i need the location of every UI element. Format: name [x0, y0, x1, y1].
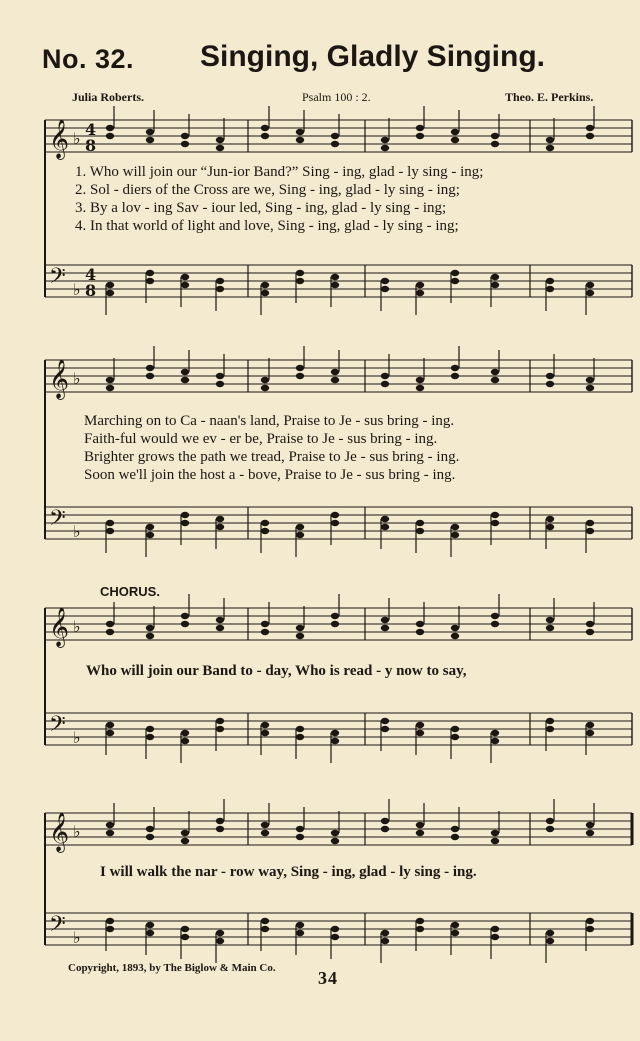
note-head	[296, 270, 304, 276]
note-head	[331, 377, 339, 383]
hymn-title: Singing, Gladly Singing.	[200, 40, 545, 73]
note-head	[586, 125, 594, 131]
note-head	[296, 930, 304, 936]
note-head	[491, 520, 499, 526]
note-head	[331, 613, 339, 619]
note-head	[106, 528, 114, 534]
note-head	[451, 270, 459, 276]
bass-clef: 𝄢	[49, 712, 66, 742]
note-head	[181, 512, 189, 518]
note-head	[491, 141, 499, 147]
note-head	[416, 528, 424, 534]
flat-sign: ♭	[73, 129, 81, 148]
note-head	[296, 625, 304, 631]
note-head	[546, 625, 554, 631]
note-head	[546, 726, 554, 732]
note-head	[261, 125, 269, 131]
note-head	[586, 722, 594, 728]
note-head	[216, 381, 224, 387]
note-head	[546, 938, 554, 944]
note-head	[146, 137, 154, 143]
note-head	[381, 826, 389, 832]
note-head	[381, 278, 389, 284]
note-head	[261, 520, 269, 526]
note-head	[491, 830, 499, 836]
note-head	[381, 930, 389, 936]
verse-line: Marching on to Ca - naan's land, Praise to Je - sus bring - ing.	[84, 413, 455, 429]
note-head	[331, 830, 339, 836]
note-head	[106, 377, 114, 383]
note-head	[261, 830, 269, 836]
note-head	[546, 381, 554, 387]
note-head	[146, 129, 154, 135]
note-head	[146, 726, 154, 732]
treble-clef: 𝄞	[49, 359, 70, 399]
note-head	[491, 621, 499, 627]
note-head	[451, 826, 459, 832]
chorus-line: I will walk the nar - row way, Sing - ing, glad - ly sing - ing.	[100, 864, 477, 880]
note-head	[451, 373, 459, 379]
note-head	[296, 826, 304, 832]
treble-clef: 𝄞	[49, 812, 70, 852]
flat-sign: ♭	[73, 369, 81, 388]
note-head	[146, 532, 154, 538]
note-head	[546, 826, 554, 832]
note-head	[261, 918, 269, 924]
note-head	[491, 926, 499, 932]
note-head	[491, 934, 499, 940]
note-head	[106, 918, 114, 924]
note-head	[451, 734, 459, 740]
note-head	[491, 838, 499, 844]
note-head	[181, 141, 189, 147]
note-head	[216, 524, 224, 530]
note-head	[216, 718, 224, 724]
note-head	[181, 520, 189, 526]
note-head	[416, 918, 424, 924]
note-head	[491, 369, 499, 375]
note-head	[106, 385, 114, 391]
note-head	[491, 730, 499, 736]
note-head	[261, 621, 269, 627]
flat-sign: ♭	[73, 617, 81, 636]
note-head	[416, 730, 424, 736]
note-head	[106, 730, 114, 736]
flat-sign: ♭	[73, 728, 81, 747]
note-head	[586, 528, 594, 534]
note-head	[491, 274, 499, 280]
note-head	[491, 282, 499, 288]
note-head	[261, 528, 269, 534]
note-head	[546, 524, 554, 530]
note-head	[181, 830, 189, 836]
note-head	[546, 930, 554, 936]
note-head	[491, 512, 499, 518]
note-head	[296, 373, 304, 379]
note-head	[296, 129, 304, 135]
note-head	[381, 373, 389, 379]
time-signature-bottom: 8	[85, 136, 97, 155]
note-head	[261, 926, 269, 932]
note-head	[181, 738, 189, 744]
composer-credit: Theo. E. Perkins.	[505, 90, 594, 104]
note-head	[261, 133, 269, 139]
note-head	[416, 520, 424, 526]
note-head	[216, 145, 224, 151]
note-head	[381, 938, 389, 944]
note-head	[216, 930, 224, 936]
verse-line: 1. Who will join our “Jun-ior Band?” Sing - ing, glad - ly sing - ing;	[75, 164, 484, 180]
verse-line: 4. In that world of light and love, Sing - ing, glad - ly sing - ing;	[75, 218, 459, 234]
verse-line: 2. Sol - diers of the Cross are we, Sing - ing, glad - ly sing - ing;	[75, 182, 460, 198]
note-head	[586, 133, 594, 139]
note-head	[381, 524, 389, 530]
note-head	[381, 726, 389, 732]
note-head	[586, 926, 594, 932]
note-head	[331, 369, 339, 375]
note-head	[146, 633, 154, 639]
time-signature-bottom: 8	[85, 281, 97, 300]
note-head	[381, 625, 389, 631]
note-head	[416, 125, 424, 131]
note-head	[146, 270, 154, 276]
note-head	[181, 369, 189, 375]
page-number: 34	[318, 968, 338, 988]
note-head	[546, 137, 554, 143]
note-head	[546, 373, 554, 379]
note-head	[546, 286, 554, 292]
note-head	[146, 365, 154, 371]
note-head	[296, 137, 304, 143]
note-head	[216, 516, 224, 522]
note-head	[416, 133, 424, 139]
note-head	[331, 934, 339, 940]
treble-clef: 𝄞	[49, 119, 70, 159]
note-head	[331, 621, 339, 627]
note-head	[416, 290, 424, 296]
note-head	[296, 365, 304, 371]
note-head	[416, 926, 424, 932]
note-head	[216, 373, 224, 379]
note-head	[261, 377, 269, 383]
note-head	[146, 930, 154, 936]
note-head	[451, 834, 459, 840]
note-head	[261, 290, 269, 296]
note-head	[586, 520, 594, 526]
note-head	[451, 922, 459, 928]
note-head	[381, 617, 389, 623]
note-head	[546, 516, 554, 522]
note-head	[586, 282, 594, 288]
note-head	[331, 274, 339, 280]
note-head	[586, 918, 594, 924]
note-head	[416, 377, 424, 383]
note-head	[546, 718, 554, 724]
note-head	[261, 282, 269, 288]
note-head	[106, 133, 114, 139]
note-head	[296, 922, 304, 928]
note-head	[181, 613, 189, 619]
note-head	[181, 133, 189, 139]
note-head	[261, 722, 269, 728]
note-head	[181, 621, 189, 627]
note-head	[216, 278, 224, 284]
note-head	[261, 385, 269, 391]
note-head	[491, 133, 499, 139]
hymn-number: No. 32.	[42, 44, 135, 74]
note-head	[216, 938, 224, 944]
note-head	[146, 278, 154, 284]
flat-sign: ♭	[73, 928, 81, 947]
note-head	[451, 633, 459, 639]
note-head	[331, 738, 339, 744]
note-head	[451, 129, 459, 135]
note-head	[586, 290, 594, 296]
note-head	[586, 377, 594, 383]
note-head	[381, 718, 389, 724]
scripture-reference: Psalm 100 : 2.	[302, 90, 371, 104]
note-head	[331, 520, 339, 526]
note-head	[586, 385, 594, 391]
lyricist-credit: Julia Roberts.	[72, 90, 144, 104]
bass-clef: 𝄢	[49, 912, 66, 942]
note-head	[586, 830, 594, 836]
note-head	[381, 516, 389, 522]
note-head	[181, 838, 189, 844]
note-head	[451, 930, 459, 936]
note-head	[586, 730, 594, 736]
note-head	[216, 137, 224, 143]
note-head	[106, 629, 114, 635]
note-head	[146, 922, 154, 928]
time-signature-top: 4	[85, 265, 97, 284]
note-head	[181, 274, 189, 280]
treble-clef: 𝄞	[49, 607, 70, 647]
note-head	[181, 934, 189, 940]
note-head	[451, 625, 459, 631]
note-head	[296, 532, 304, 538]
note-head	[216, 617, 224, 623]
note-head	[416, 722, 424, 728]
note-head	[416, 822, 424, 828]
note-head	[181, 926, 189, 932]
flat-sign: ♭	[73, 522, 81, 541]
note-head	[106, 822, 114, 828]
note-head	[106, 282, 114, 288]
note-head	[451, 278, 459, 284]
flat-sign: ♭	[73, 280, 81, 299]
note-head	[586, 621, 594, 627]
note-head	[416, 282, 424, 288]
flat-sign: ♭	[73, 822, 81, 841]
note-head	[296, 633, 304, 639]
note-head	[296, 834, 304, 840]
note-head	[146, 834, 154, 840]
note-head	[416, 385, 424, 391]
note-head	[381, 818, 389, 824]
note-head	[261, 730, 269, 736]
note-head	[296, 726, 304, 732]
note-head	[296, 278, 304, 284]
note-head	[546, 818, 554, 824]
note-head	[416, 621, 424, 627]
note-head	[546, 617, 554, 623]
note-head	[146, 826, 154, 832]
note-head	[381, 137, 389, 143]
note-head	[181, 282, 189, 288]
verse-line: Soon we'll join the host a - bove, Praise to Je - sus bring - ing.	[84, 467, 456, 483]
note-head	[106, 830, 114, 836]
note-head	[216, 826, 224, 832]
verse-line: Faith-ful would we ev - er be, Praise to Je - sus bring - ing.	[84, 431, 438, 447]
note-head	[216, 286, 224, 292]
note-head	[106, 621, 114, 627]
note-head	[261, 822, 269, 828]
note-head	[586, 822, 594, 828]
note-head	[381, 381, 389, 387]
note-head	[181, 377, 189, 383]
note-head	[296, 734, 304, 740]
note-head	[416, 629, 424, 635]
verse-line: Brighter grows the path we tread, Praise to Je - sus bring - ing.	[84, 449, 460, 465]
note-head	[491, 738, 499, 744]
time-signature-top: 4	[85, 120, 97, 139]
note-head	[216, 625, 224, 631]
chorus-line: Who will join our Band to - day, Who is read - y now to say,	[86, 663, 467, 679]
verse-line: 3. By a lov - ing Sav - iour led, Sing - ing, glad - ly sing - ing;	[75, 200, 447, 216]
note-head	[331, 133, 339, 139]
note-head	[146, 734, 154, 740]
note-head	[331, 926, 339, 932]
note-head	[146, 524, 154, 530]
note-head	[451, 532, 459, 538]
note-head	[261, 629, 269, 635]
note-head	[381, 145, 389, 151]
note-head	[106, 926, 114, 932]
note-head	[451, 726, 459, 732]
note-head	[381, 286, 389, 292]
note-head	[296, 524, 304, 530]
note-head	[106, 722, 114, 728]
note-head	[181, 730, 189, 736]
note-head	[491, 377, 499, 383]
note-head	[106, 125, 114, 131]
note-head	[331, 512, 339, 518]
note-head	[416, 830, 424, 836]
note-head	[106, 520, 114, 526]
note-head	[491, 613, 499, 619]
note-head	[216, 818, 224, 824]
note-head	[146, 373, 154, 379]
note-head	[451, 365, 459, 371]
note-head	[586, 629, 594, 635]
note-head	[216, 726, 224, 732]
chorus-label: CHORUS.	[100, 584, 160, 599]
note-head	[331, 282, 339, 288]
note-head	[546, 278, 554, 284]
note-head	[331, 838, 339, 844]
copyright-notice: Copyright, 1893, by The Biglow & Main Co.	[68, 962, 276, 974]
note-head	[451, 524, 459, 530]
note-head	[331, 141, 339, 147]
bass-clef: 𝄢	[49, 264, 66, 294]
note-head	[451, 137, 459, 143]
note-head	[106, 290, 114, 296]
note-head	[146, 625, 154, 631]
note-head	[546, 145, 554, 151]
bass-clef: 𝄢	[49, 506, 66, 536]
note-head	[331, 730, 339, 736]
